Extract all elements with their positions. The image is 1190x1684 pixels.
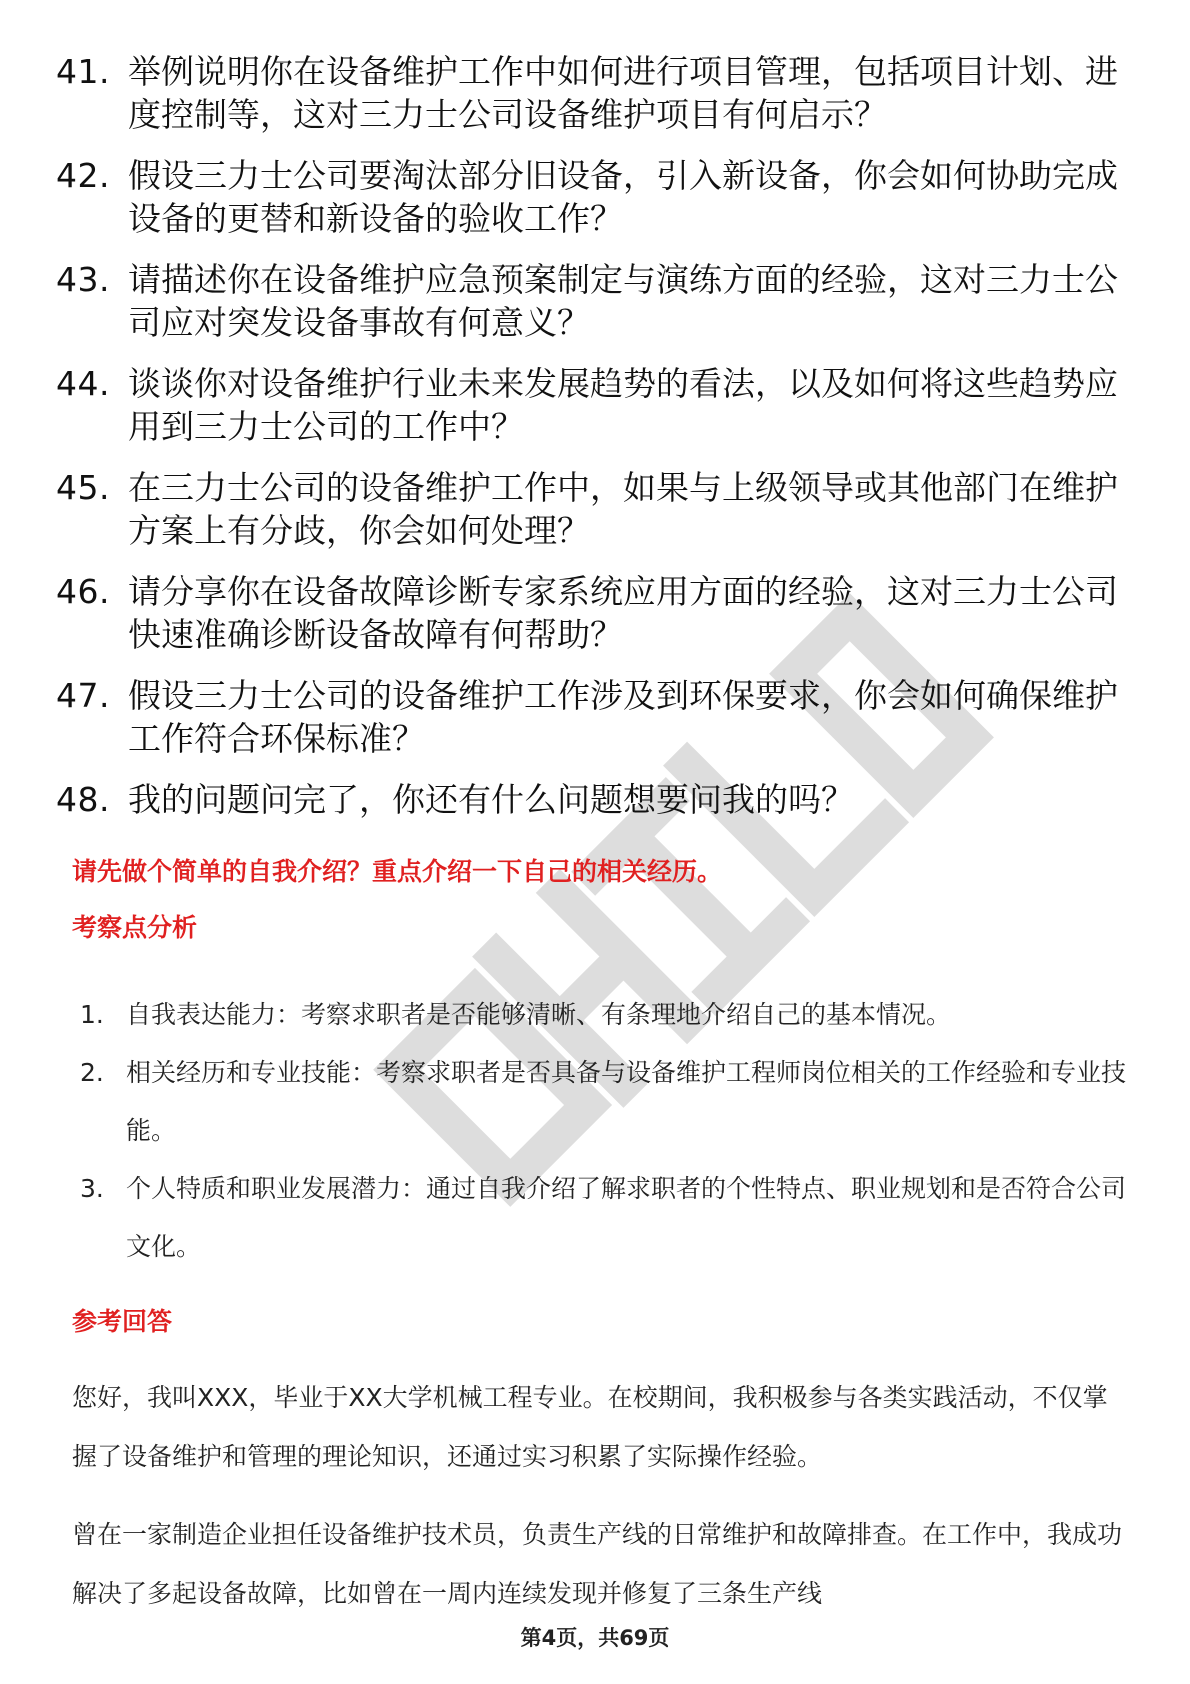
question-item — [56, 570, 1136, 656]
question-item — [56, 466, 1136, 552]
question-number: 46. — [56, 572, 110, 611]
question-text: 我的问题问完了，你还有什么问题想要问我的吗？ — [128, 780, 854, 819]
question-number: 47. — [56, 676, 110, 715]
question-number: 43. — [56, 260, 110, 299]
question-text: 请描述你在设备维护应急预案制定与演练方面的经验，这对三力士公司应对突发设备事故有何意义？ — [128, 260, 1118, 342]
analysis-text: 相关经历和专业技能：考察求职者是否具备与设备维护工程师岗位相关的工作经验和专业技能。 — [126, 1058, 1127, 1145]
question-text: 谈谈你对设备维护行业未来发展趋势的看法，以及如何将这些趋势应用到三力士公司的工作中？ — [128, 364, 1118, 446]
question-number: 42. — [56, 156, 110, 195]
question-item — [56, 362, 1136, 448]
featured-question: 请先做个简单的自我介绍？重点介绍一下自己的相关经历。 — [72, 857, 723, 886]
question-text: 请分享你在设备故障诊断专家系统应用方面的经验，这对三力士公司快速准确诊断设备故障有何帮助？ — [128, 572, 1118, 654]
question-text: 在三力士公司的设备维护工作中，如果与上级领导或其他部门在维护方案上有分歧，你会如何处理？ — [128, 468, 1118, 550]
analysis-number: 1. — [80, 1000, 104, 1029]
question-number: 44. — [56, 364, 110, 403]
analysis-item — [80, 1044, 1130, 1160]
question-number: 48. — [56, 780, 110, 819]
question-item — [56, 674, 1136, 760]
question-item — [56, 778, 1136, 821]
answer-paragraph: 您好，我叫XXX，毕业于XX大学机械工程专业。在校期间，我积极参与各类实践活动，不仅掌握了设备维护和管理的理论知识，还通过实习积累了实际操作经验。 — [72, 1383, 1108, 1471]
question-text: 假设三力士公司的设备维护工作涉及到环保要求，你会如何确保维护工作符合环保标准？ — [128, 676, 1118, 758]
analysis-number: 2. — [80, 1058, 104, 1087]
analysis-text: 自我表达能力：考察求职者是否能够清晰、有条理地介绍自己的基本情况。 — [126, 1000, 952, 1029]
analysis-item — [80, 986, 1130, 1044]
answer-paragraph: 曾在一家制造企业担任设备维护技术员，负责生产线的日常维护和故障排查。在工作中，我成功解决了多起设备故障，比如曾在一周内连续发现并修复了三条生产线 — [72, 1520, 1123, 1608]
analysis-list — [80, 986, 1130, 1276]
question-item — [56, 50, 1136, 136]
analysis-text: 个人特质和职业发展潜力：通过自我介绍了解求职者的个性特点、职业规划和是否符合公司文化。 — [126, 1174, 1127, 1261]
question-item — [56, 154, 1136, 240]
analysis-heading: 考察点分析 — [72, 913, 198, 942]
analysis-item — [80, 1160, 1130, 1276]
analysis-number: 3. — [80, 1174, 104, 1203]
page-footer: 第4页，共69页 — [520, 1626, 670, 1650]
reference-heading: 参考回答 — [72, 1307, 173, 1336]
question-number: 45. — [56, 468, 110, 507]
question-item — [56, 258, 1136, 344]
question-number: 41. — [56, 52, 110, 91]
question-text: 举例说明你在设备维护工作中如何进行项目管理，包括项目计划、进度控制等，这对三力士公司设备维护项目有何启示？ — [128, 52, 1118, 134]
question-list — [56, 50, 1136, 839]
question-text: 假设三力士公司要淘汰部分旧设备，引入新设备，你会如何协助完成设备的更替和新设备的验收工作？ — [128, 156, 1118, 238]
